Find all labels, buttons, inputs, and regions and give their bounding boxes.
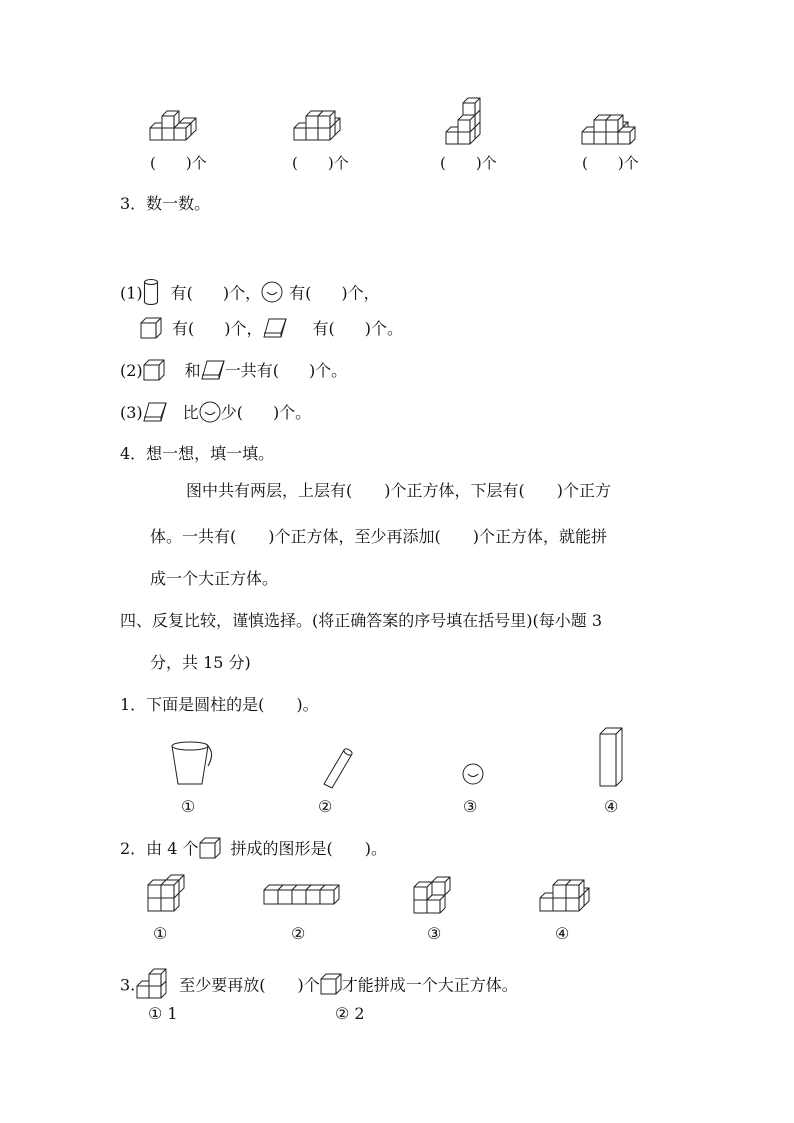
cylinder-icon <box>143 278 159 310</box>
q3-part3-less: 少( <box>220 403 243 422</box>
q3-part1-line1 <box>120 278 380 310</box>
section4-title: 四、反复比较，谨慎选择。(将正确答案的序号填在括号里)(每小题 3 <box>120 611 602 630</box>
choice3-prefix: 3. <box>120 975 136 995</box>
q4-line2: 体。一共有( )个正方体，至少再添加( )个正方体，就能拼 <box>150 527 607 546</box>
answer-blank-1[interactable]: ( )个 <box>150 154 207 172</box>
cube-figure-3 <box>444 102 504 148</box>
q3-part1-has-2: 有( <box>289 283 312 303</box>
choice2-option-3[interactable]: ③ <box>427 924 442 943</box>
ball-figure <box>461 762 485 786</box>
ball-icon <box>261 281 283 307</box>
choice1-option-2[interactable]: ② <box>318 797 333 816</box>
cube-figure-2 <box>292 102 352 144</box>
choice3-suffix: 才能拼成一个大正方体。 <box>341 975 518 995</box>
q3-part1-unit-3: )个， <box>224 319 263 338</box>
choice3-question <box>120 966 518 1006</box>
q3-part1-label: (1) <box>120 283 143 303</box>
q3-part1-unit-end: )个。 <box>364 319 403 338</box>
cube-icon <box>143 359 165 385</box>
choice1-question: 1．下面是圆柱的是( )。 <box>120 695 319 714</box>
choice2-figure-3 <box>412 872 458 918</box>
answer-blank-3[interactable]: ( )个 <box>440 154 497 172</box>
bucket-figure <box>168 738 218 788</box>
cube-icon <box>199 837 221 863</box>
choice1-option-1[interactable]: ① <box>181 797 196 816</box>
cube-figure-4 <box>580 102 650 148</box>
choice2-figure-2 <box>262 880 346 910</box>
q3-part2 <box>120 358 347 385</box>
q3-part2-label: (2) <box>120 361 143 380</box>
choice2-question <box>120 836 387 863</box>
choice2-figure-1 <box>146 870 192 916</box>
cube-figure-1 <box>148 102 208 144</box>
q3-part2-and: 和 <box>184 361 201 380</box>
choice2-option-1[interactable]: ① <box>153 924 168 943</box>
q4-heading: 4．想一想，填一填。 <box>120 444 275 463</box>
cuboid-icon <box>201 360 225 384</box>
choice2-option-2[interactable]: ② <box>291 924 306 943</box>
q3-part3-end: )个。 <box>272 403 312 422</box>
cube-icon <box>140 317 162 343</box>
choice3-option-1[interactable]: ① 1 <box>148 1004 178 1023</box>
cuboid-icon <box>143 402 167 426</box>
q3-part1-has-4: 有( <box>312 319 335 338</box>
cylinder-rod-figure <box>316 744 356 788</box>
choice2-suffix: 拼成的图形是( )。 <box>230 839 388 858</box>
choice2-option-4[interactable]: ④ <box>555 924 570 943</box>
cube-stack-icon <box>135 966 179 1006</box>
q3-part1-line2 <box>140 316 403 343</box>
q3-part3-than: 比 <box>182 403 199 422</box>
choice1-option-3[interactable]: ③ <box>463 797 478 816</box>
choice2-figure-4 <box>538 870 600 916</box>
q3-heading: 3．数一数。 <box>120 194 211 213</box>
ball-icon <box>199 401 221 427</box>
q3-part1-has-3: 有( <box>172 319 195 338</box>
section4-title-cont: 分，共 15 分) <box>150 653 251 672</box>
choice1-option-4[interactable]: ④ <box>604 797 619 816</box>
q3-part1-has: 有( <box>170 283 193 303</box>
cube-icon <box>320 973 342 999</box>
cuboid-tall-figure <box>598 726 624 788</box>
q3-part3-label: (3) <box>120 403 143 422</box>
q3-part2-text: 一共有( <box>224 361 279 380</box>
q3-part1-unit-2: )个， <box>341 283 380 303</box>
q4-line1: 图中共有两层，上层有( )个正方体，下层有( )个正方 <box>186 481 611 500</box>
q4-line3: 成一个大正方体。 <box>150 569 279 588</box>
answer-blank-2[interactable]: ( )个 <box>292 154 349 172</box>
cuboid-icon <box>263 318 287 342</box>
choice3-mid: 至少要再放( )个 <box>179 975 320 995</box>
q3-part1-unit: )个， <box>222 283 262 303</box>
choice3-option-2[interactable]: ② 2 <box>335 1004 365 1023</box>
q3-part3 <box>120 400 311 427</box>
answer-blank-4[interactable]: ( )个 <box>582 154 639 172</box>
q3-part2-end: )个。 <box>308 361 348 380</box>
choice2-prefix: 2．由 4 个 <box>120 839 199 858</box>
